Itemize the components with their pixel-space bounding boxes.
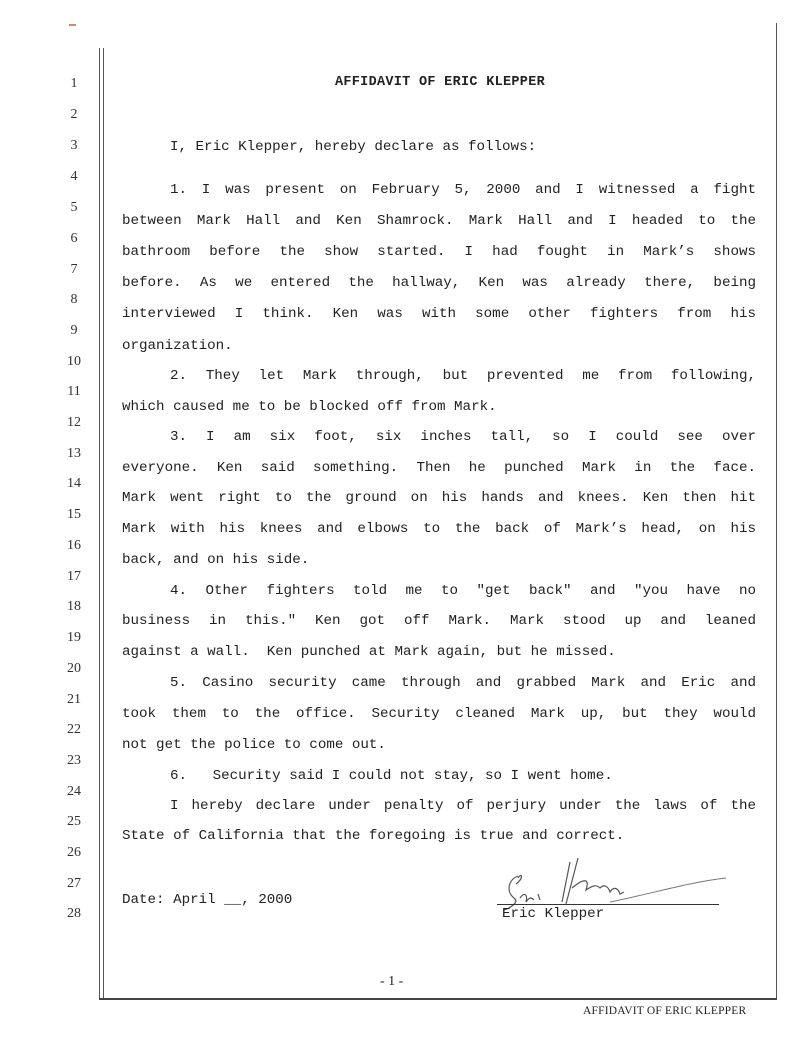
line-number: 3 (70, 138, 78, 153)
body-line: before. As we entered the hallway, Ken was already there, being (122, 275, 756, 291)
body-line: between Mark Hall and Ken Shamrock. Mark Hall and I headed to the (122, 213, 756, 229)
line-number: 26 (67, 845, 81, 860)
line-number: 24 (67, 784, 81, 799)
line-number: 19 (67, 630, 81, 645)
body-line: 5. Casino security came through and grabbed Mark and Eric and (170, 675, 756, 691)
body-line: bathroom before the show started. I had fought in Mark’s shows (122, 244, 756, 260)
body-line: against a wall. Ken punched at Mark again, but he missed. (122, 644, 616, 660)
left-margin-rule (99, 48, 100, 999)
line-number: 10 (67, 354, 81, 369)
line-number: 8 (70, 292, 78, 307)
body-line: not get the police to come out. (122, 737, 386, 753)
body-line: 2. They let Mark through, but prevented me from following, (170, 368, 756, 384)
body-line: State of California that the foregoing is true and correct. (122, 828, 625, 844)
line-number: 4 (70, 169, 78, 184)
line-number: 11 (67, 384, 81, 399)
body-line: business in this." Ken got off Mark. Mark stood up and leaned (122, 613, 756, 629)
line-number: 20 (67, 661, 81, 676)
body-line: I hereby declare under penalty of perjury under the laws of the (170, 798, 756, 814)
line-number: 17 (67, 569, 81, 584)
line-number: 25 (67, 814, 81, 829)
line-number: 21 (67, 692, 81, 707)
bottom-rule (99, 998, 777, 1000)
line-number: 28 (67, 906, 81, 921)
line-number: 23 (67, 753, 81, 768)
date-line: Date: April __, 2000 (122, 892, 293, 908)
body-line: which caused me to be blocked off from Mark. (122, 399, 497, 415)
line-number: 16 (67, 538, 81, 553)
line-number: 27 (67, 876, 81, 891)
line-number: 9 (70, 323, 78, 338)
body-line: I, Eric Klepper, hereby declare as follows: (170, 139, 537, 155)
body-line: everyone. Ken said something. Then he punched Mark in the face. (122, 460, 756, 476)
line-number: 5 (70, 200, 78, 215)
line-number: 7 (70, 262, 78, 277)
line-number: 14 (67, 476, 81, 491)
body-line: interviewed I think. Ken was with some other fighters from his (122, 306, 756, 322)
footer-title: AFFIDAVIT OF ERIC KLEPPER (583, 1005, 747, 1017)
body-line: Mark with his knees and elbows to the back of Mark’s head, on his (122, 521, 756, 537)
line-number: 18 (67, 599, 81, 614)
body-line: 4. Other fighters told me to "get back" and "you have no (170, 583, 756, 599)
body-line: 1. I was present on February 5, 2000 and I witnessed a fight (170, 182, 756, 198)
line-number: 15 (67, 507, 81, 522)
body-line: 3. I am six foot, six inches tall, so I could see over (170, 429, 756, 445)
line-number: 6 (70, 231, 78, 246)
document-title: AFFIDAVIT OF ERIC KLEPPER (334, 75, 546, 90)
left-margin-rule-inner (103, 48, 104, 999)
signature-name: Eric Klepper (502, 906, 605, 922)
body-line: back, and on his side. (122, 552, 310, 568)
body-line: organization. (122, 338, 233, 354)
line-number: 22 (67, 722, 81, 737)
body-line: Mark went right to the ground on his hands and knees. Ken then hit (122, 490, 756, 506)
body-line: 6. Security said I could not stay, so I went home. (170, 768, 613, 784)
line-number: 2 (70, 107, 78, 122)
right-margin-rule (776, 23, 777, 999)
page-number: - 1 - (380, 974, 404, 989)
line-number: 12 (67, 415, 81, 430)
body-line: took them to the office. Security cleaned Mark up, but they would (122, 706, 756, 722)
line-number: 13 (67, 446, 81, 461)
line-number: 1 (70, 76, 78, 91)
stray-mark (69, 24, 76, 26)
